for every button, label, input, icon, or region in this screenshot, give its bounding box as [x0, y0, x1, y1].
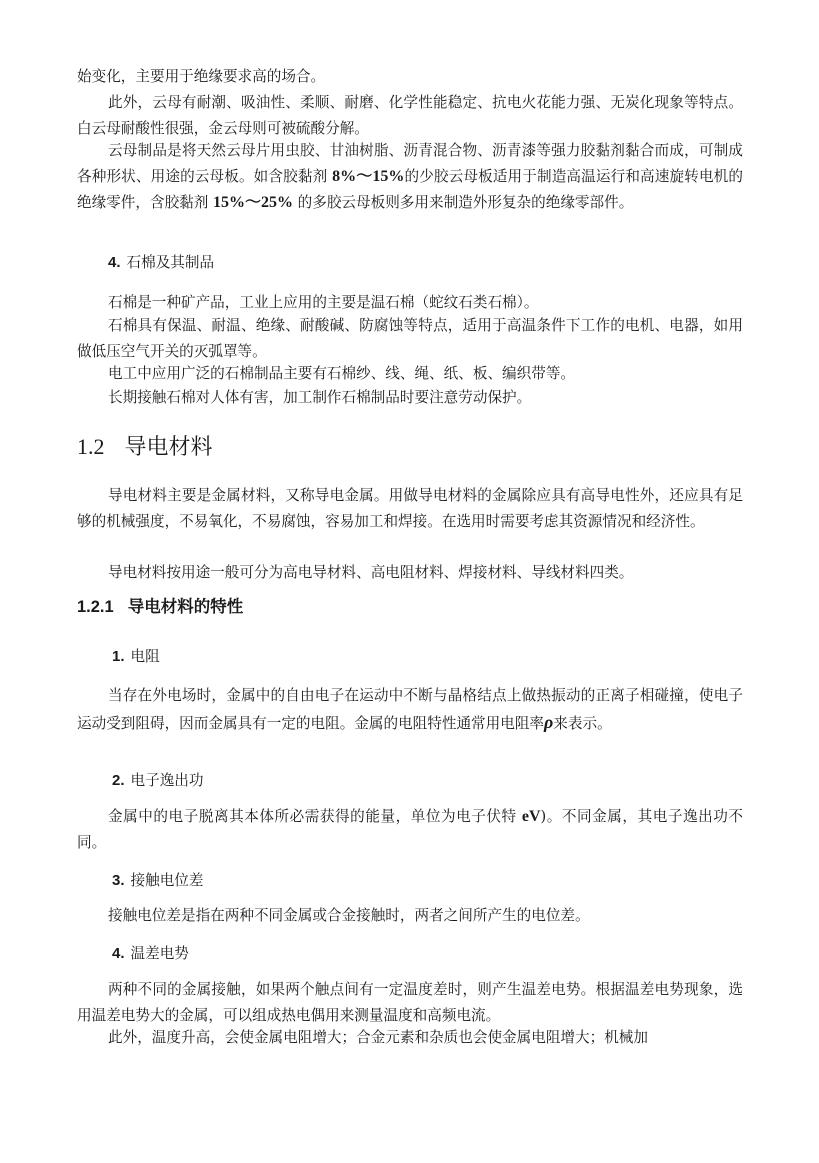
work-function-text-a: 金属中的电子脱离其本体所必需获得的能量，单位为电子伏特: [108, 808, 522, 825]
mica-products-text-c: 的少胶云母板适用于制造高温运行和高速旋转电机的绝缘零件，含胶黏剂: [77, 168, 743, 211]
resistance-heading-title: 电阻: [130, 648, 160, 665]
work-function-heading: [112, 770, 204, 792]
conductive-categories-paragraph: 导电材料按用途一般可分为高电导材料、高电阻材料、焊接材料、导线材料四类。: [108, 564, 634, 581]
section-1-2-heading: [77, 430, 213, 465]
asbestos-paragraph-3: 电工中应用广泛的石棉制品主要有石棉纱、线、绳、纸、板、编织带等。: [108, 365, 576, 382]
conductive-materials-paragraph: 导电材料主要是金属材料，又称导电金属。用做导电材料的金属除应具有高导电性外，还应具有足够的机械强度，不易氧化，不易腐蚀，容易加工和焊接。在选用时需要考虑其资源情况和经济性。: [77, 487, 743, 530]
mica-products-paragraph: [77, 138, 743, 216]
mica-properties-paragraph: 此外，云母有耐潮、吸油性、柔顺、耐磨、化学性能稳定、抗电火花能力强、无炭化现象等特点。白云母耐酸性很强，金云母则可被硫酸分解。: [77, 94, 743, 137]
resistance-heading: [112, 646, 160, 668]
thermoelectric-heading-title: 温差电势: [130, 945, 189, 962]
asbestos-paragraph-2: 石棉具有保温、耐温、绝缘、耐酸碱、防腐蚀等特点，适用于高温条件下工作的电机、电器，如用做低压空气开关的灭弧罩等。: [77, 317, 743, 360]
section-1-2-1-number: 1.2.1: [77, 598, 114, 616]
mica-products-text-e: 的多胶云母板则多用来制造外形复杂的绝缘零部件。: [293, 194, 634, 211]
contact-potential-heading: [112, 870, 204, 892]
thermoelectric-heading: [112, 943, 189, 965]
mica-products-text-a: 云母制品是将天然云母片用虫胶、甘油树脂、沥青混合物、沥青漆等强力胶黏剂黏合而成，可制成各种形状、用途的云母板。如含胶黏剂: [77, 142, 743, 185]
asbestos-heading-number: 4.: [108, 254, 121, 271]
asbestos-heading: [108, 252, 214, 274]
intro-line: 始变化，主要用于绝缘要求高的场合。: [77, 68, 326, 85]
resistance-text-a: 当存在外电场时，金属中的自由电子在运动中不断与晶格结点上做热振动的正离子相碰撞，使电子运动受到阻碍，因而金属具有一定的电阻。金属的电阻特性通常用电阻率: [77, 687, 743, 732]
resistance-factors-paragraph: 此外，温度升高，会使金属电阻增大；合金元素和杂质也会使金属电阻增大；机械加: [108, 1029, 648, 1046]
work-function-heading-title: 电子逸出功: [130, 772, 204, 789]
thermoelectric-paragraph: 两种不同的金属接触，如果两个触点间有一定温度差时，则产生温差电势。根据温差电势现象，选用温差电势大的金属，可以组成热电偶用来测量温度和高频电流。: [77, 981, 743, 1024]
asbestos-paragraph-1: 石棉是一种矿产品，工业上应用的主要是温石棉（蛇纹石类石棉）。: [108, 294, 539, 311]
contact-potential-heading-title: 接触电位差: [130, 872, 204, 889]
resistance-paragraph: [77, 683, 743, 737]
work-function-paragraph: [77, 804, 743, 856]
section-1-2-title: 导电材料: [124, 435, 213, 460]
asbestos-heading-title: 石棉及其制品: [126, 254, 215, 271]
work-function-text-b: )。不同金属，其电子逸出功不同。: [77, 808, 743, 851]
section-1-2-1-title: 导电材料的特性: [127, 598, 244, 616]
asbestos-paragraph-4: 长期接触石棉对人体有害，加工制作石棉制品时要注意劳动保护。: [108, 389, 532, 406]
thermoelectric-heading-number: 4.: [112, 945, 125, 962]
contact-potential-heading-number: 3.: [112, 872, 125, 889]
resistance-heading-number: 1.: [112, 648, 125, 665]
section-1-2-number: 1.2: [77, 434, 105, 459]
resistance-text-b: 来表示。: [553, 715, 612, 732]
section-1-2-1-heading: [77, 594, 243, 620]
high-glue-range: 15%～25%: [212, 194, 293, 211]
work-function-heading-number: 2.: [112, 772, 125, 789]
electron-volt-unit: eV: [521, 808, 541, 825]
contact-potential-paragraph: 接触电位差是指在两种不同金属或合金接触时，两者之间所产生的电位差。: [108, 907, 590, 924]
resistivity-symbol: ρ: [544, 712, 554, 732]
low-glue-range: 8%～15%: [332, 168, 405, 185]
